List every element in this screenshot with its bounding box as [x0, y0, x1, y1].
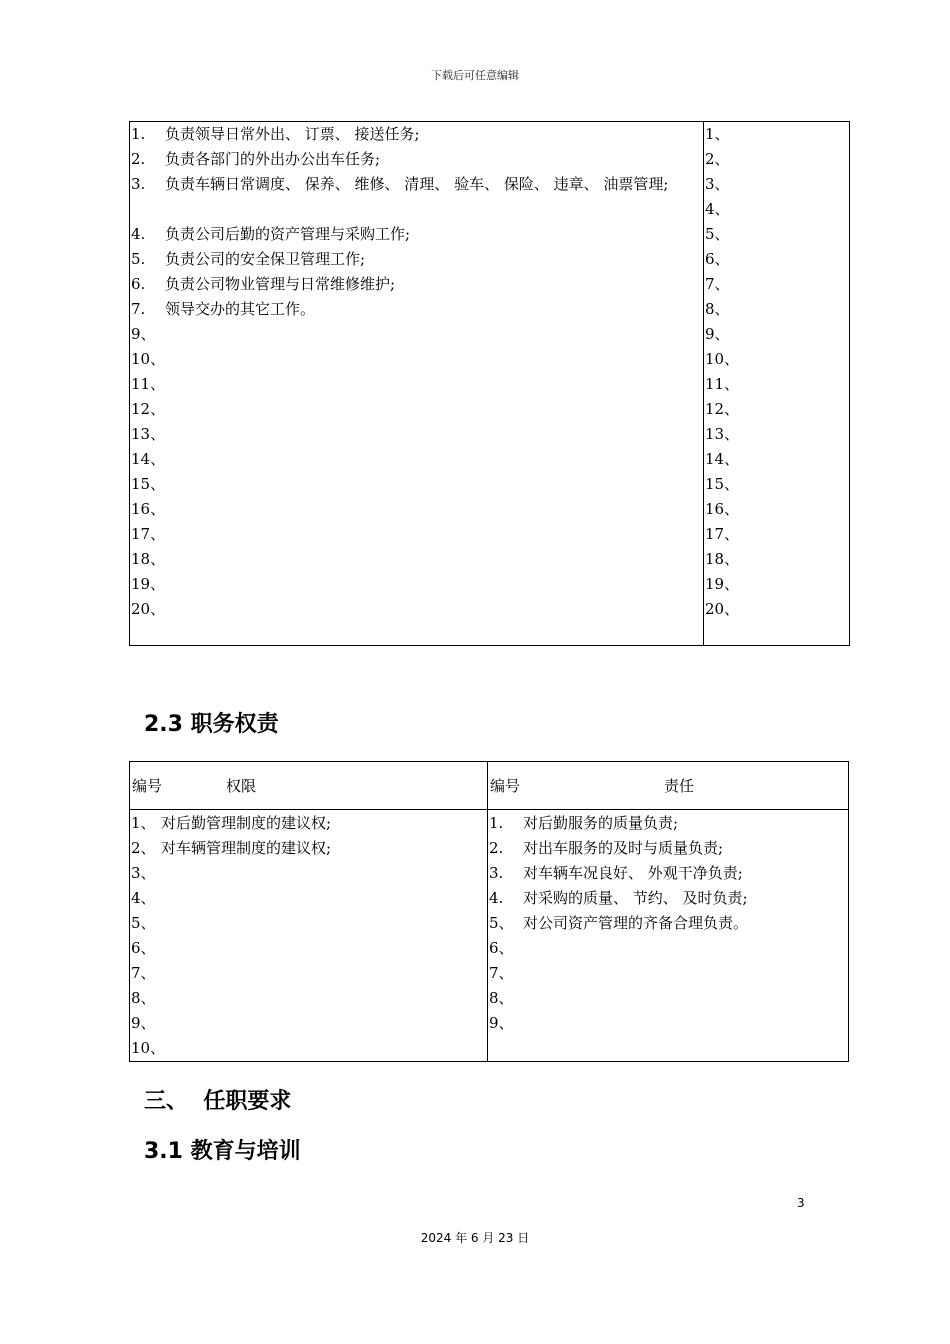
right-item: [131, 911, 487, 936]
duty-item-text: 负责车辆日常调度、 保养、 维修、 清理、 验车、 保险、 违章、 油票管理;: [165, 175, 669, 193]
duty-empty-item: 16、: [131, 500, 166, 518]
duty-empty-item: 14、: [131, 450, 166, 468]
responsibility-item: [489, 936, 848, 961]
duty-ref-item: 11、: [705, 375, 740, 393]
duty-item: [131, 147, 703, 172]
duty-ref-item: 10、: [705, 350, 740, 368]
responsibility-item-number: 4.: [489, 889, 504, 907]
right-item: [131, 986, 487, 1011]
rights-title-header: 权限: [226, 777, 257, 795]
duties-table: [129, 121, 850, 646]
duty-ref-item: 14、: [705, 450, 740, 468]
page-header: 下载后可任意编辑: [431, 69, 519, 82]
section-heading-2-3: 2.3 职务权责: [144, 712, 279, 737]
duty-ref-item: 3、: [705, 175, 730, 193]
responsibility-item-text: 对采购的质量、 节约、 及时负责;: [523, 889, 748, 907]
page-number: 3: [797, 1196, 805, 1210]
duty-ref-item: 18、: [705, 550, 740, 568]
responsibility-item-number: 8、: [489, 989, 514, 1007]
right-item-number: 1、: [131, 814, 156, 832]
responsibility-item: [489, 861, 848, 886]
right-item-number: 3、: [131, 864, 156, 882]
duty-ref-item: 6、: [705, 250, 730, 268]
duty-item-number: 6.: [131, 275, 146, 293]
right-item-number: 8、: [131, 989, 156, 1007]
right-item-number: 2、: [131, 839, 156, 857]
section-heading-3-1: 3.1 教育与培训: [144, 1139, 301, 1164]
responsibility-item-number: 5、: [489, 914, 514, 932]
rights-table: [129, 761, 849, 1062]
duty-item-text: 负责领导日常外出、 订票、 接送任务;: [165, 125, 420, 143]
duty-item-number: 4.: [131, 225, 146, 243]
duty-ref-item: 17、: [705, 525, 740, 543]
right-item: [131, 811, 487, 836]
duty-empty-item: 20、: [131, 600, 166, 618]
duty-item-number: 5.: [131, 250, 146, 268]
responsibility-item-number: 1.: [489, 814, 504, 832]
duty-empty-item: 13、: [131, 425, 166, 443]
responsibility-title-header: 责任: [664, 777, 695, 795]
footer-date: 2024 年 6 月 23 日: [420, 1231, 530, 1245]
duty-ref-item: 5、: [705, 225, 730, 243]
duty-ref-item: 2、: [705, 150, 730, 168]
responsibility-item: [489, 836, 848, 861]
rights-header-right: [488, 762, 849, 810]
right-item-text: 对车辆管理制度的建议权;: [161, 839, 332, 857]
responsibility-item: [489, 811, 848, 836]
right-item: [131, 936, 487, 961]
responsibility-item: [489, 1011, 848, 1036]
responsibility-item-text: 对公司资产管理的齐备合理负责。: [523, 914, 749, 932]
responsibility-item-number: 6、: [489, 939, 514, 957]
responsibility-item-number: 7、: [489, 964, 514, 982]
duty-item: [131, 272, 703, 297]
duty-item: [131, 297, 703, 322]
right-item: [131, 836, 487, 861]
duty-empty-item: 15、: [131, 475, 166, 493]
duty-empty-item: 9、: [131, 325, 156, 343]
duty-item-text: 负责各部门的外出办公出车任务;: [165, 150, 381, 168]
duties-left-cell: [130, 122, 704, 646]
responsibility-item: [489, 986, 848, 1011]
right-item-number: 4、: [131, 889, 156, 907]
responsibility-item-number: 3.: [489, 864, 504, 882]
duty-ref-item: 20、: [705, 600, 740, 618]
duty-item: [131, 122, 703, 147]
responsibility-item-text: 对车辆车况良好、 外观干净负责;: [523, 864, 743, 882]
responsibility-item-number: 2.: [489, 839, 504, 857]
responsibility-item: [489, 961, 848, 986]
rights-number-header: 编号: [132, 777, 163, 795]
duties-right-cell: [704, 122, 850, 646]
right-item: [131, 1011, 487, 1036]
duty-ref-item: 9、: [705, 325, 730, 343]
duty-empty-item: 10、: [131, 350, 166, 368]
duty-item-text: 领导交办的其它工作。: [165, 300, 316, 318]
right-item: [131, 1036, 487, 1061]
duty-item-text: 负责公司后勤的资产管理与采购工作;: [165, 225, 411, 243]
right-item: [131, 861, 487, 886]
duty-ref-item: 19、: [705, 575, 740, 593]
responsibility-item: [489, 886, 848, 911]
duty-item-number: 3.: [131, 175, 146, 193]
duty-item-number: 1.: [131, 125, 146, 143]
duty-empty-item: 19、: [131, 575, 166, 593]
duty-ref-item: 8、: [705, 300, 730, 318]
duties-number-header: 编号: [490, 777, 521, 795]
duty-ref-item: 16、: [705, 500, 740, 518]
duty-item-number: 2.: [131, 150, 146, 168]
duty-ref-item: 4、: [705, 200, 730, 218]
duty-empty-item: 17、: [131, 525, 166, 543]
right-item-number: 6、: [131, 939, 156, 957]
duty-ref-item: 12、: [705, 400, 740, 418]
responsibility-item-number: 9、: [489, 1014, 514, 1032]
right-item-text: 对后勤管理制度的建议权;: [161, 814, 332, 832]
duty-ref-item: 7、: [705, 275, 730, 293]
right-item: [131, 961, 487, 986]
duty-item-text: 负责公司物业管理与日常维修维护;: [165, 275, 396, 293]
responsibility-item-text: 对出车服务的及时与质量负责;: [523, 839, 724, 857]
duty-item: [131, 247, 703, 272]
duty-item-number: 7.: [131, 300, 146, 318]
rights-right-cell: [488, 810, 849, 1062]
duty-ref-item: 13、: [705, 425, 740, 443]
section-heading-3: 三、 任职要求: [144, 1089, 292, 1114]
right-item-number: 7、: [131, 964, 156, 982]
duty-ref-item: 1、: [705, 125, 730, 143]
duty-empty-item: 18、: [131, 550, 166, 568]
responsibility-item-text: 对后勤服务的质量负责;: [523, 814, 679, 832]
duty-ref-item: 15、: [705, 475, 740, 493]
duty-item: [131, 222, 703, 247]
duty-item: [131, 172, 703, 222]
right-item: [131, 886, 487, 911]
duty-empty-item: 11、: [131, 375, 166, 393]
duty-empty-item: 12、: [131, 400, 166, 418]
right-item-number: 10、: [131, 1039, 166, 1057]
right-item-number: 5、: [131, 914, 156, 932]
right-item-number: 9、: [131, 1014, 156, 1032]
rights-left-cell: [130, 810, 488, 1062]
responsibility-item: [489, 911, 848, 936]
rights-header-left: [130, 762, 488, 810]
duty-item-text: 负责公司的安全保卫管理工作;: [165, 250, 366, 268]
